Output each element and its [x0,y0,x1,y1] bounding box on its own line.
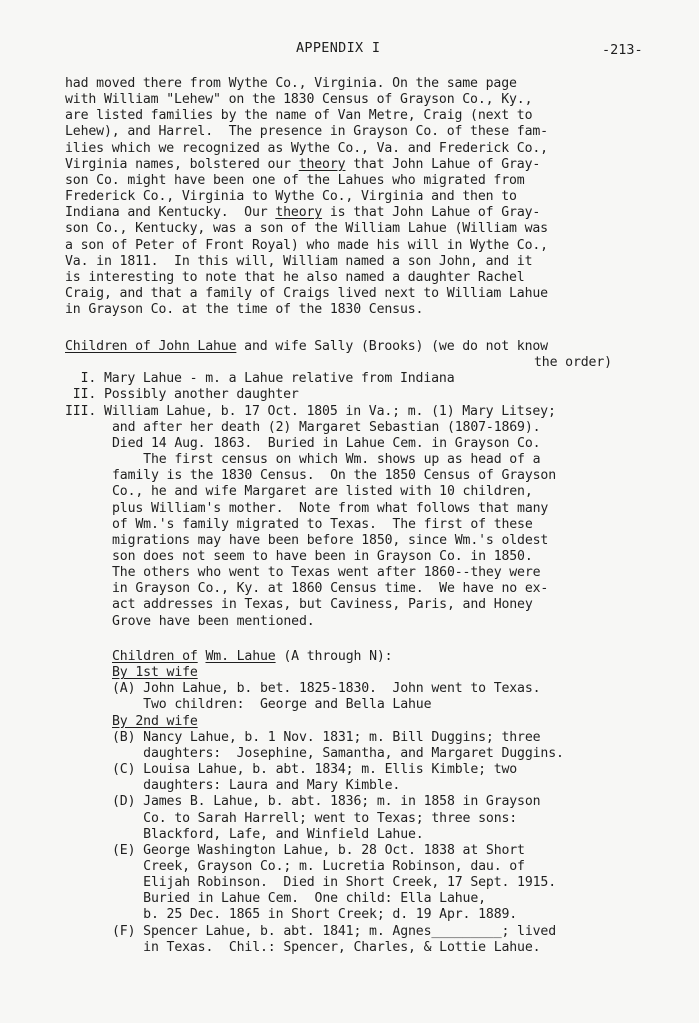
paragraph-line [65,141,548,157]
william-paragraph-line [112,597,533,613]
paragraph-line [65,205,540,221]
section-heading [65,339,548,355]
text-run: son Co., Kentucky, was a son of the William Lahue (William was [65,221,548,237]
text-run: family is the 1830 Census. On the 1850 Census of Grayson [112,468,557,484]
paragraph-line [65,124,548,140]
text-run: (D) James B. Lahue, b. abt. 1836; m. in 1858 in Grayson [112,794,541,810]
paragraph-line [65,173,525,189]
text-run: (C) Louisa Lahue, b. abt. 1834; m. Ellis Kimble; two [112,762,518,778]
william-paragraph-line [112,549,533,565]
child-record-line [112,730,540,746]
child-entry [65,371,454,387]
page-number: -213- [602,42,643,58]
william-paragraph-line [112,517,533,533]
text-run: ilies which we recognized as Wythe Co., Va. and Frederick Co., [65,140,548,156]
text-run: (E) George Washington Lahue, b. 28 Oct. 1838 at Short [112,842,525,858]
text-run: Co. to Sarah Harrell; went to Texas; three sons: [112,810,518,826]
text-run: Creek, Grayson Co.; m. Lucretia Robinson, dau. of [112,858,525,874]
text-run: Indiana and Kentucky. Our [65,205,276,221]
child-entry [65,404,556,420]
text-run: Two children: George and Bella Lahue [112,697,432,713]
child-record-line [112,859,525,875]
child-record-line [112,681,540,697]
section-heading-cont [534,355,612,371]
child-record-line [112,907,517,923]
text-run: that John Lahue of Gray- [345,156,541,172]
text-run: of Wm.'s family migrated to Texas. The first of these [112,516,533,532]
text-run: III. William Lahue, b. 17 Oct. 1805 in Va.; m. (1) Mary Litsey; [65,403,556,419]
text-run: in Texas. Chil.: Spencer, Charles, & Lottie Lahue. [112,939,541,955]
child-record-line [112,940,540,956]
william-paragraph-line [112,565,540,581]
text-run: had moved there from Wythe Co., Virginia. On the same page [65,76,517,91]
child-record-line [112,843,525,859]
child-record-line [112,697,431,713]
text-run: Va. in 1811. In this will, William named a son John, and it [65,253,533,269]
william-paragraph-line [112,501,548,517]
text-run: Died 14 Aug. 1863. Buried in Lahue Cem. in Grayson Co. [112,435,541,451]
text-run: with William "Lehew" on the 1830 Census of Grayson Co., Ky., [65,92,533,108]
william-paragraph-line [112,468,556,484]
underlined-text: theory [275,205,323,221]
paragraph-line [65,92,532,108]
text-run: in Grayson Co., Ky. at 1860 Census time. We have no ex- [112,581,549,597]
underlined-text: Children of John Lahue [65,339,237,354]
child-record-line [112,811,517,827]
subsection-heading [112,649,392,665]
underlined-text: By 1st wife [112,665,198,681]
text-run: and after her death (2) Margaret Sebastian (1807-1869). [112,419,541,435]
text-run: Craig, and that a family of Craigs lived next to William Lahue [65,285,548,301]
paragraph-line [65,189,517,205]
wife-label [112,714,198,730]
text-run: migrations may have been before 1850, since Wm.'s oldest [112,532,549,548]
william-paragraph-line [112,452,540,468]
text-run: is that John Lahue of Gray- [322,205,541,221]
paragraph-line [65,254,532,270]
william-paragraph-line [112,484,533,500]
child-record-line [112,778,400,794]
text-run: Co., he and wife Margaret are listed with 10 children, [112,484,533,500]
text-run: daughters: Josephine, Samantha, and Margaret Duggins. [112,745,564,761]
text-run: (A through N): [275,649,393,664]
text-run: act addresses in Texas, but Caviness, Paris, and Honey [112,597,533,613]
child-record-line [112,891,486,907]
text-run: (F) Spencer Lahue, b. abt. 1841; m. Agnes_________; lived [112,923,557,939]
child-record-line [112,794,540,810]
child-record-line [112,924,556,940]
text-run: II. Possibly another daughter [65,387,299,403]
paragraph-line [65,286,548,302]
text-run: and wife Sally (Brooks) (we do not know [236,339,548,354]
text-run: The others who went to Texas went after 1860--they were [112,565,541,581]
text-run: in Grayson Co. at the time of the 1830 Census. [65,302,424,318]
text-run: Lehew), and Harrel. The presence in Grayson Co. of these fam- [65,124,548,140]
william-paragraph-line [112,420,540,436]
text-run: plus William's mother. Note from what follows that many [112,500,549,516]
underlined-text: Wm. Lahue [205,649,276,664]
paragraph-line [65,302,423,318]
child-record-line [112,762,517,778]
paragraph-line [65,76,517,92]
child-record-line [112,875,556,891]
text-run: daughters: Laura and Mary Kimble. [112,778,401,794]
text-run: Buried in Lahue Cem. One child: Ella Lahue, [112,891,486,907]
william-paragraph-line [112,581,548,597]
text-run: son does not seem to have been in Grayson Co. in 1850. [112,548,533,564]
text-run: (B) Nancy Lahue, b. 1 Nov. 1831; m. Bill Duggins; three [112,729,541,745]
paragraph-line [65,270,525,286]
underlined-text: theory [298,156,346,172]
wife-label [112,665,198,681]
paragraph-line [65,157,540,173]
text-run: Blackford, Lafe, and Winfield Lahue. [112,826,424,842]
text-run: b. 25 Dec. 1865 in Short Creek; d. 19 Apr. 1889. [112,907,518,923]
paragraph-line [65,238,548,254]
underlined-text: By 2nd wife [112,713,198,729]
child-record-line [112,746,564,762]
text-run: son Co. might have been one of the Lahues who migrated from [65,172,525,188]
text-run: I. Mary Lahue - m. a Lahue relative from Indiana [65,371,455,387]
text-run: is interesting to note that he also named a daughter Rachel [65,269,525,285]
william-paragraph-line [112,436,540,452]
text-run: are listed families by the name of Van Metre, Craig (next to [65,108,533,124]
william-paragraph-line [112,614,315,630]
text-run: Virginia names, bolstered our [65,156,299,172]
paragraph-line [65,108,532,124]
william-paragraph-line [112,533,548,549]
text-run: a son of Peter of Front Royal) who made his will in Wythe Co., [65,237,548,253]
child-record-line [112,827,424,843]
text-run: Elijah Robinson. Died in Short Creek, 17 Sept. 1915. [112,875,557,891]
text-run: Frederick Co., Virginia to Wythe Co., Virginia and then to [65,189,517,205]
underlined-text: Children of [112,649,198,664]
paragraph-line [65,221,548,237]
text-run: The first census on which Wm. shows up as head of a [112,452,541,468]
text-run: (A) John Lahue, b. bet. 1825-1830. John went to Texas. [112,681,541,697]
child-entry [65,387,299,403]
text-run: the order) [534,355,612,371]
page-header-title: APPENDIX I [296,40,381,56]
text-run: Grove have been mentioned. [112,613,315,629]
